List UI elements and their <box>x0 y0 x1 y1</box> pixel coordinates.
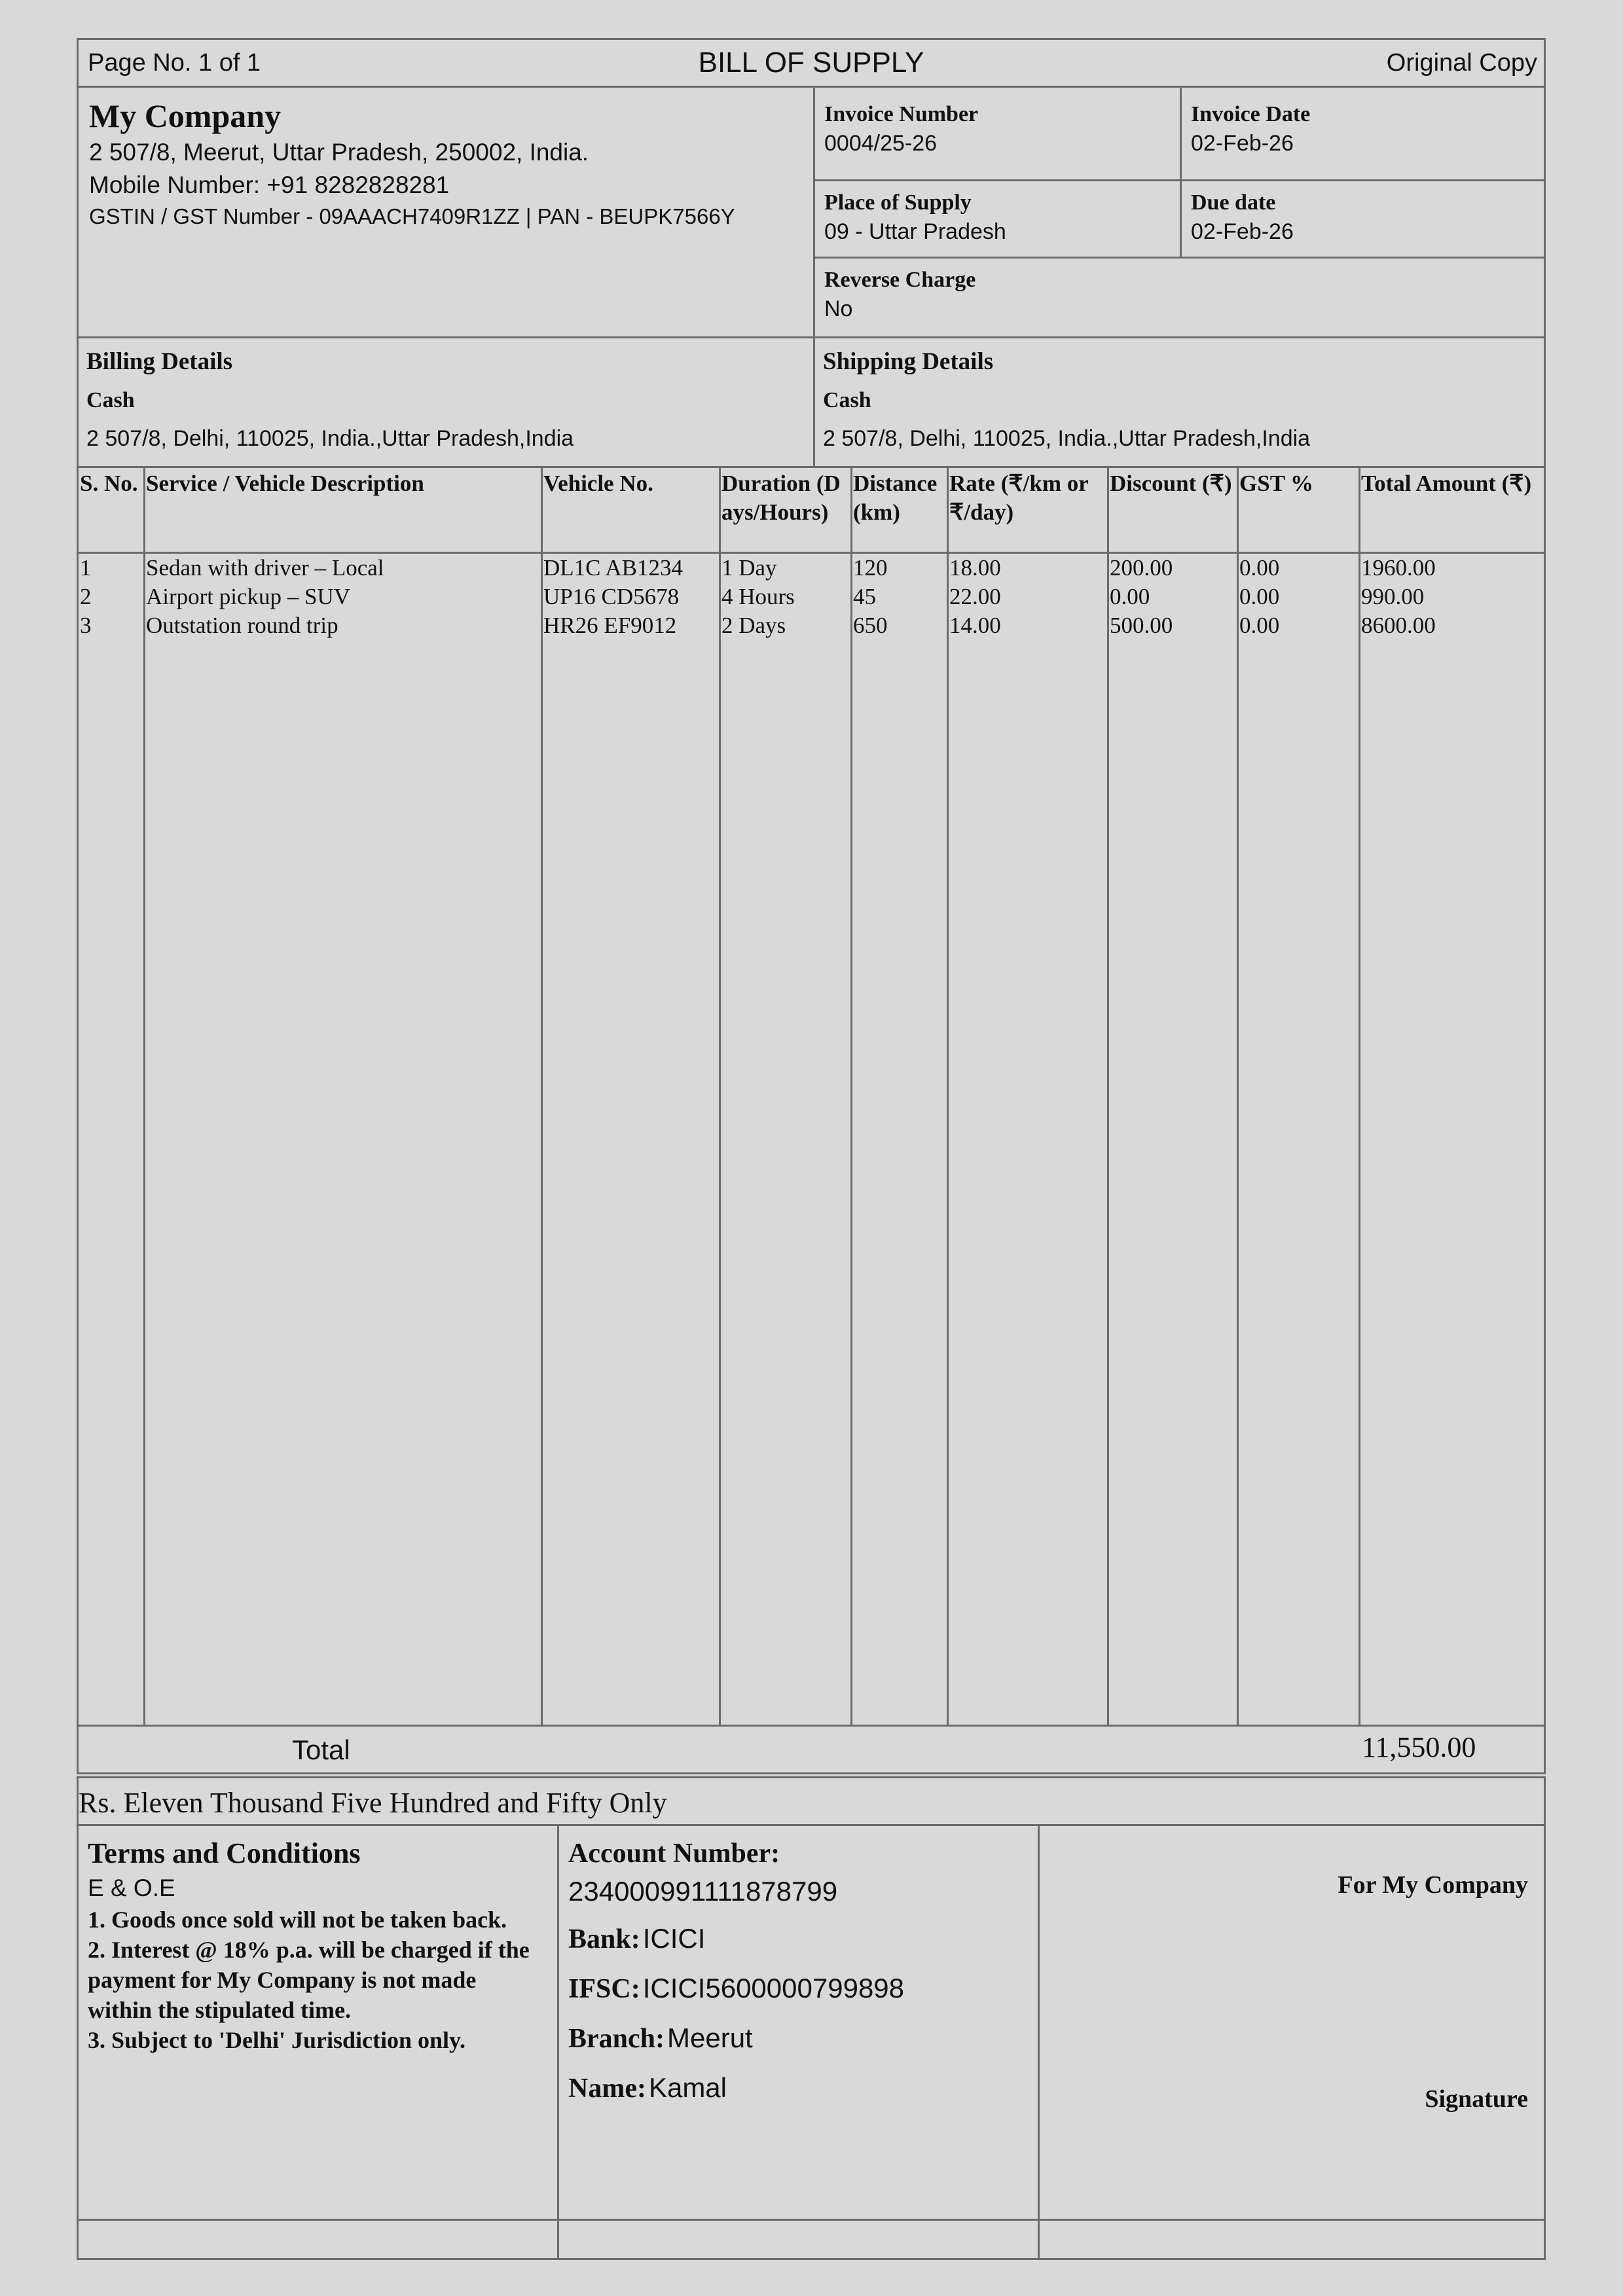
signature-label: Signature <box>1425 2085 1528 2113</box>
cell-discount: 200.00 <box>1110 555 1173 581</box>
billing-name: Cash <box>86 388 135 412</box>
cell-duration: 4 Hours <box>721 584 795 609</box>
column-divider <box>719 468 721 1725</box>
cell-rate: 22.00 <box>949 584 1001 609</box>
billing-heading: Billing Details <box>86 348 233 375</box>
shipping-address: 2 507/8, Delhi, 110025, India.,Uttar Pradesh,India <box>823 426 1311 451</box>
header-distance: Distance (km) <box>853 471 938 525</box>
company-block <box>77 86 815 338</box>
table-row <box>79 611 1544 640</box>
column-divider <box>1359 468 1360 1725</box>
invoice-number-label: Invoice Number <box>824 102 979 126</box>
billing-details <box>77 336 815 468</box>
amount-in-words-row <box>77 1776 1546 1826</box>
place-of-supply-value: 09 - Uttar Pradesh <box>824 219 1006 244</box>
terms-item: 2. Interest @ 18% p.a. will be charged if the payment for My Company is not made within the stipulated time. <box>88 1937 530 2023</box>
cell-sno: 1 <box>80 555 92 581</box>
cell-discount: 500.00 <box>1110 613 1173 638</box>
page-number: Page No. 1 of 1 <box>88 49 261 77</box>
cell-discount: 0.00 <box>1110 584 1150 609</box>
invoice-sheet <box>77 38 1546 2221</box>
due-date-cell <box>1180 179 1546 259</box>
cell-sno: 3 <box>80 613 92 638</box>
table-row <box>79 554 1544 583</box>
terms-item: 1. Goods once sold will not be taken back. <box>88 1907 507 1933</box>
shipping-details <box>813 336 1546 468</box>
cell-gst: 0.00 <box>1239 584 1280 609</box>
company-address: 2 507/8, Meerut, Uttar Pradesh, 250002, India. <box>89 139 589 166</box>
header-gst: GST % <box>1239 471 1314 496</box>
terms-list <box>88 1905 546 2055</box>
column-divider <box>850 468 852 1725</box>
for-company-label: For My Company <box>1338 1871 1528 1899</box>
cell-total: 990.00 <box>1361 584 1425 609</box>
terms-heading: Terms and Conditions <box>88 1837 361 1869</box>
bank-row <box>568 1923 705 1955</box>
cell-vehicle-no: UP16 CD5678 <box>543 584 680 609</box>
reverse-charge-value: No <box>824 296 853 321</box>
cell-distance: 650 <box>853 613 888 638</box>
account-name-row <box>568 2072 727 2104</box>
cell-sno: 2 <box>80 584 92 609</box>
header-bar <box>77 38 1546 88</box>
branch-label: Branch: <box>568 2024 665 2054</box>
header-sno: S. No. <box>80 471 138 496</box>
table-row <box>79 583 1544 611</box>
account-number-label: Account Number: <box>568 1839 780 1869</box>
shipping-name: Cash <box>823 388 871 412</box>
cell-description: Sedan with driver – Local <box>146 555 384 581</box>
bank-label: Bank: <box>568 1924 640 1954</box>
cell-distance: 45 <box>853 584 876 609</box>
bottom-rule <box>77 2219 1546 2221</box>
place-of-supply-cell <box>813 179 1182 259</box>
signature-block <box>1038 1824 1546 2260</box>
cell-gst: 0.00 <box>1239 613 1280 638</box>
table-body <box>79 554 1544 640</box>
cell-distance: 120 <box>853 555 888 581</box>
copy-label: Original Copy <box>1386 49 1537 77</box>
account-name-label: Name: <box>568 2073 646 2104</box>
billing-address: 2 507/8, Delhi, 110025, India.,Uttar Pradesh,India <box>86 426 574 451</box>
header-rate: Rate (₹/km or ₹/day) <box>949 471 1089 525</box>
due-date-value: 02-Feb-26 <box>1191 219 1294 244</box>
cell-vehicle-no: DL1C AB1234 <box>543 555 683 581</box>
cell-description: Outstation round trip <box>146 613 338 638</box>
column-divider <box>541 468 543 1725</box>
items-table <box>77 466 1546 1727</box>
column-divider <box>1237 468 1239 1725</box>
invoice-date-label: Invoice Date <box>1191 102 1311 126</box>
cell-gst: 0.00 <box>1239 555 1280 581</box>
invoice-date-value: 02-Feb-26 <box>1191 131 1294 156</box>
due-date-label: Due date <box>1191 190 1276 215</box>
ifsc-label: IFSC: <box>568 1974 640 2004</box>
total-value: 11,550.00 <box>1362 1731 1476 1763</box>
reverse-charge-label: Reverse Charge <box>824 268 976 292</box>
branch-value: Meerut <box>667 2022 753 2053</box>
company-gstin-pan: GSTIN / GST Number - 09AAACH7409R1ZZ | PAN - BEUPK7566Y <box>89 204 735 228</box>
header-vehicle-no: Vehicle No. <box>543 471 653 496</box>
column-divider <box>947 468 949 1725</box>
total-row <box>77 1725 1546 1774</box>
reverse-charge-cell <box>813 257 1546 338</box>
place-of-supply-label: Place of Supply <box>824 190 972 215</box>
branch-row <box>568 2022 753 2054</box>
amount-in-words: Rs. Eleven Thousand Five Hundred and Fifty Only <box>79 1787 667 1819</box>
document-title: BILL OF SUPPLY <box>698 46 924 79</box>
bank-value: ICICI <box>642 1923 706 1954</box>
company-mobile: Mobile Number: +91 8282828281 <box>89 171 450 198</box>
invoice-number-cell <box>813 86 1182 181</box>
account-name-value: Kamal <box>648 2072 727 2103</box>
cell-vehicle-no: HR26 EF9012 <box>543 613 677 638</box>
cell-rate: 14.00 <box>949 613 1001 638</box>
column-divider <box>143 468 145 1725</box>
cell-total: 8600.00 <box>1361 613 1436 638</box>
cell-description: Airport pickup – SUV <box>146 584 351 609</box>
cell-rate: 18.00 <box>949 555 1001 581</box>
invoice-number-value: 0004/25-26 <box>824 131 938 156</box>
terms-block <box>77 1824 559 2260</box>
cell-total: 1960.00 <box>1361 555 1436 581</box>
header-total-amount: Total Amount (₹) <box>1361 471 1532 496</box>
header-discount: Discount (₹) <box>1110 471 1232 496</box>
company-name: My Company <box>89 98 282 134</box>
bank-details <box>557 1824 1040 2260</box>
invoice-date-cell <box>1180 86 1546 181</box>
cell-duration: 2 Days <box>721 613 786 638</box>
account-number-value: 234000991111878799 <box>568 1876 838 1907</box>
cell-duration: 1 Day <box>721 555 777 581</box>
terms-item: 3. Subject to 'Delhi' Jurisdiction only. <box>88 2027 466 2053</box>
header-duration: Duration (Days/Hours) <box>721 471 841 525</box>
terms-eoe: E & O.E <box>88 1874 175 1901</box>
column-divider <box>1107 468 1109 1725</box>
shipping-heading: Shipping Details <box>823 348 994 375</box>
header-description: Service / Vehicle Description <box>146 471 424 496</box>
ifsc-value: ICICI5600000799898 <box>642 1973 905 2003</box>
total-label: Total <box>292 1734 350 1765</box>
ifsc-row <box>568 1973 904 2005</box>
